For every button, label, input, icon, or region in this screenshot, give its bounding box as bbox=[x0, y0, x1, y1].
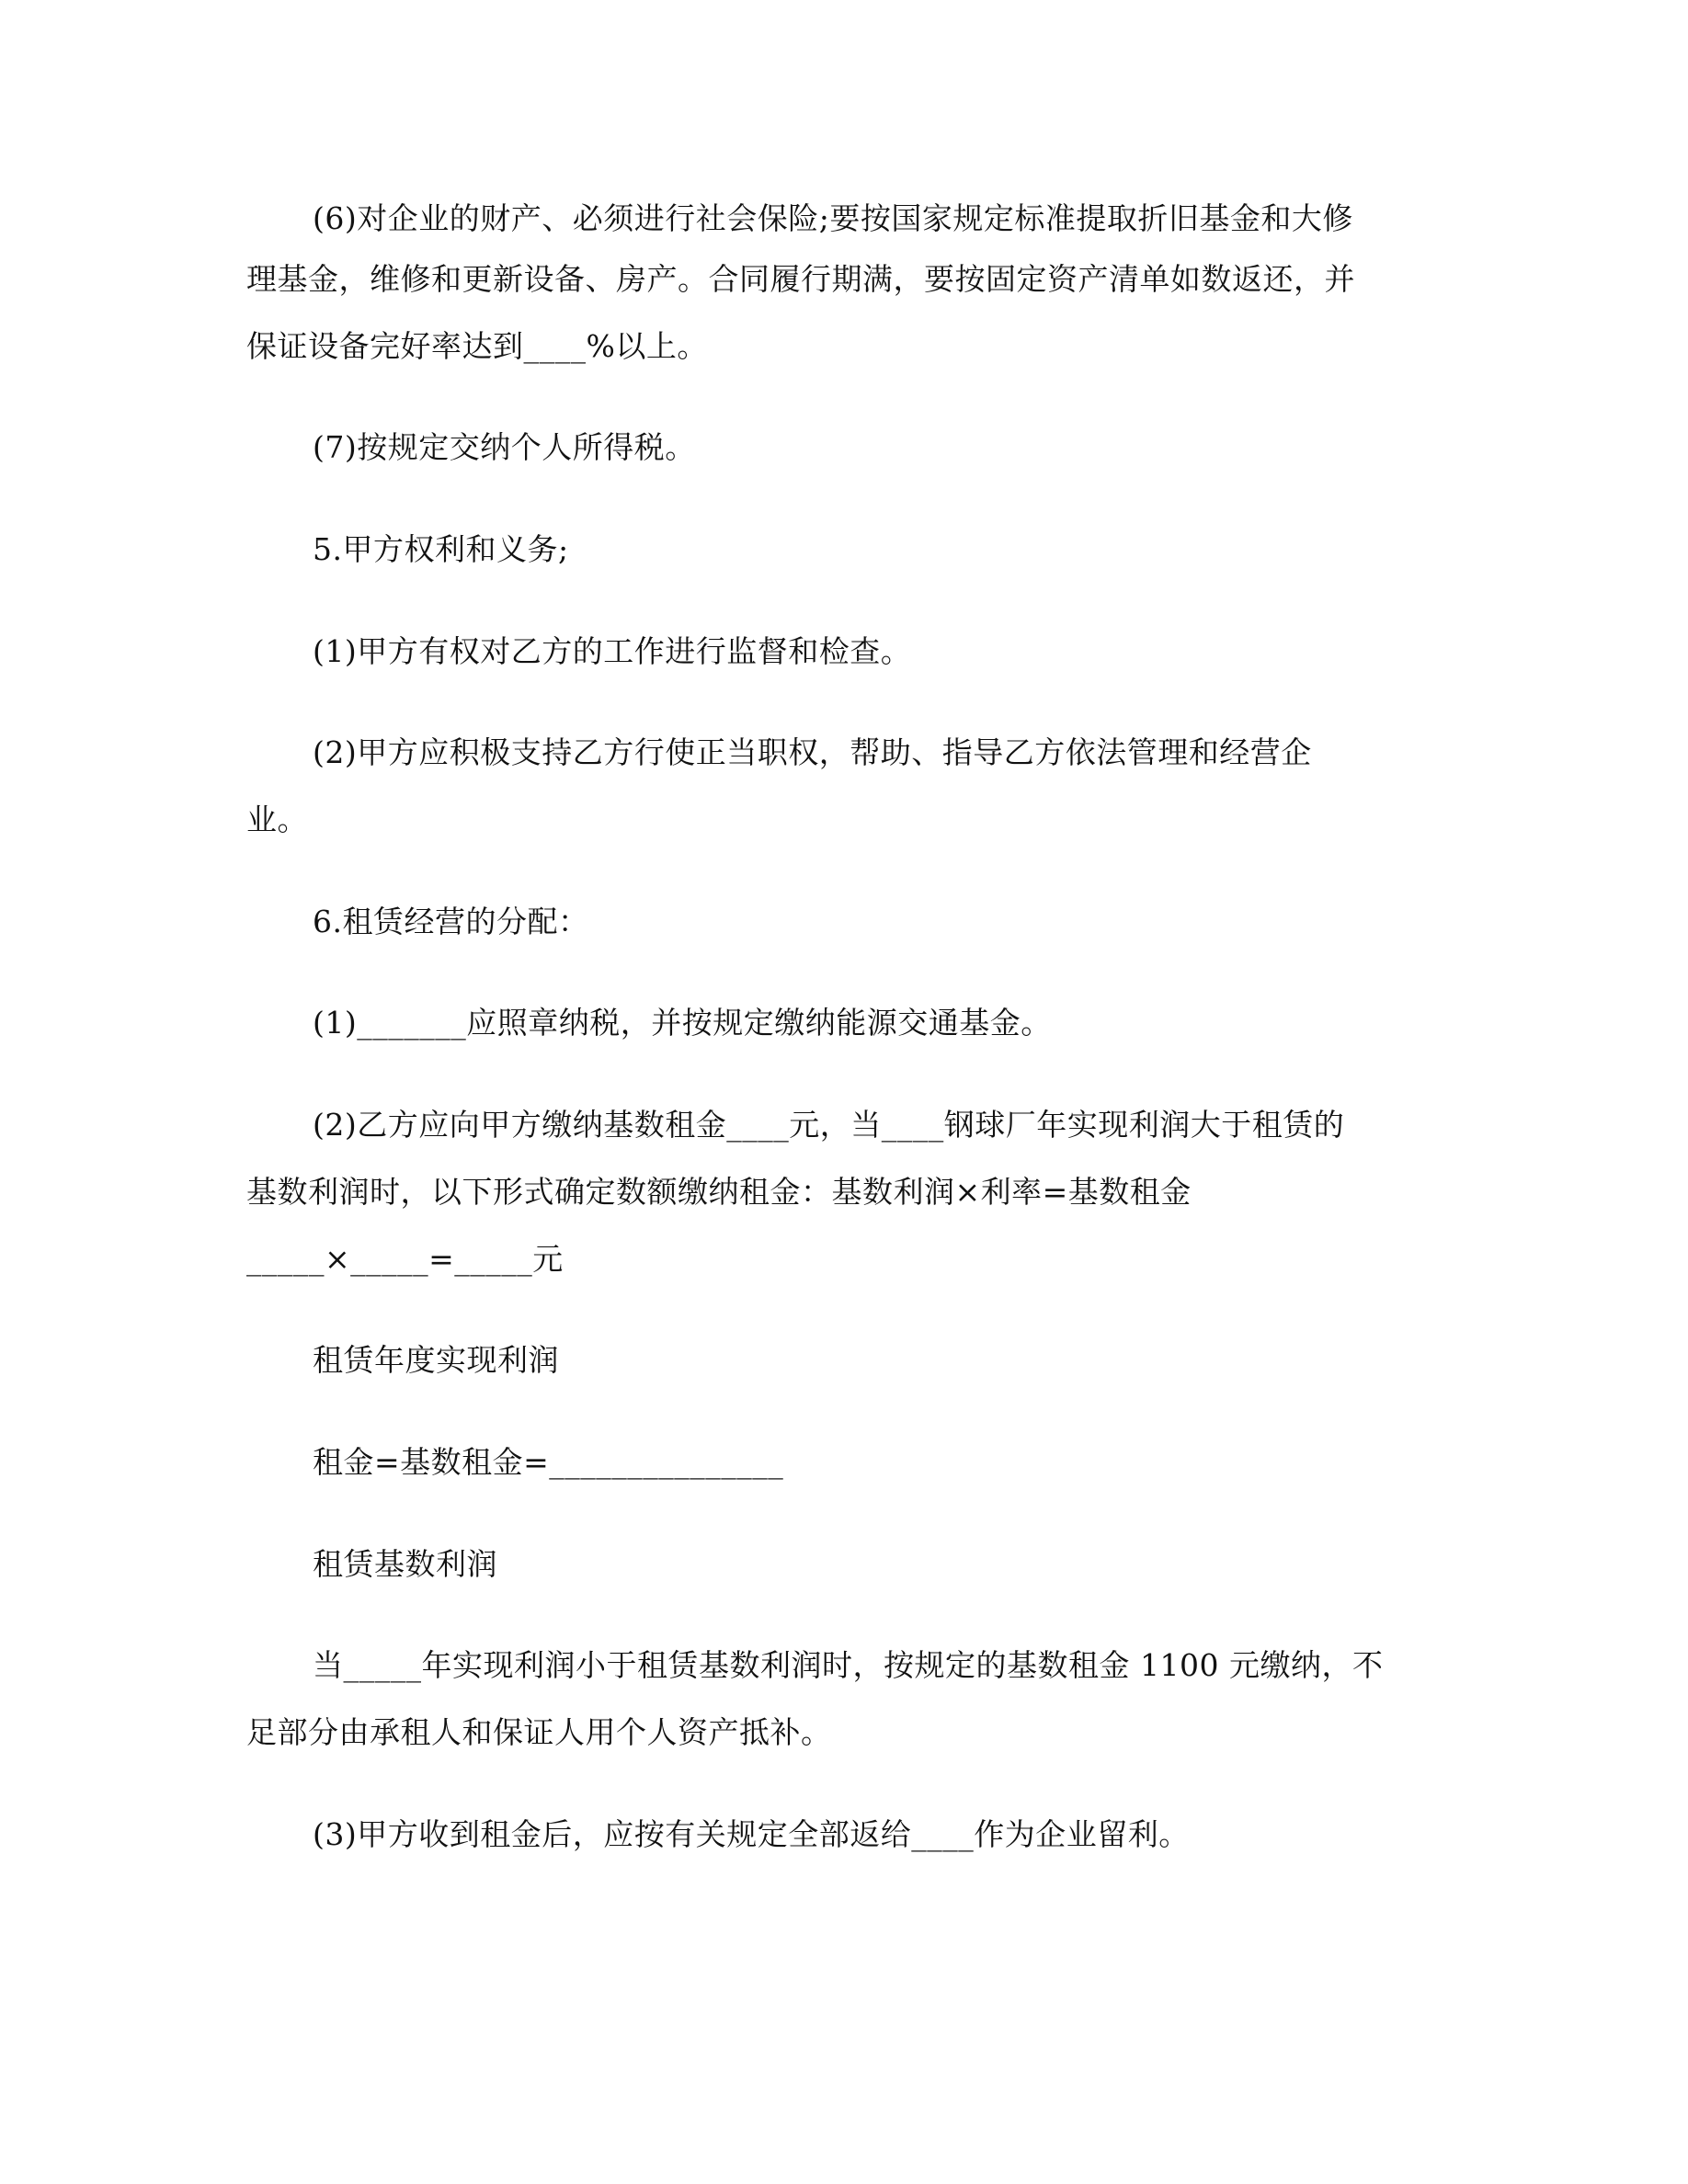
section-6-item-2-line-2: 基数利润时，以下形式确定数额缴纳租金：基数利润×利率=基数租金 bbox=[246, 1174, 1192, 1210]
clause-6-line-2: 理基金，维修和更新设备、房产。合同履行期满，要按固定资产清单如数返还，并 bbox=[246, 261, 1355, 297]
clause-6-line-3: 保证设备完好率达到____%以上。 bbox=[246, 328, 708, 364]
clause-6-line-1: (6)对企业的财产、必须进行社会保险;要按国家规定标准提取折旧基金和大修 bbox=[313, 200, 1353, 236]
section-6-heading: 6.租赁经营的分配： bbox=[313, 904, 589, 939]
base-profit-label: 租赁基数利润 bbox=[313, 1546, 497, 1582]
rent-formula-blanks: _____×_____=_____元 bbox=[246, 1241, 564, 1277]
section-5-item-2-line-1: (2)甲方应积极支持乙方行使正当职权，帮助、指导乙方依法管理和经营企 bbox=[313, 734, 1312, 770]
section-6-item-1: (1)_______应照章纳税，并按规定缴纳能源交通基金。 bbox=[313, 1005, 1052, 1041]
shortfall-clause-line-2: 足部分由承租人和保证人用个人资产抵补。 bbox=[246, 1714, 832, 1750]
rent-formula: 租金=基数租金=_______________ bbox=[313, 1444, 784, 1480]
section-5-heading: 5.甲方权利和义务; bbox=[313, 531, 569, 567]
clause-7: (7)按规定交纳个人所得税。 bbox=[313, 429, 696, 465]
section-6-item-3: (3)甲方收到租金后，应按有关规定全部返给____作为企业留利。 bbox=[313, 1816, 1190, 1852]
section-6-item-2-line-1: (2)乙方应向甲方缴纳基数租金____元，当____钢球厂年实现利润大于租赁的 bbox=[313, 1107, 1345, 1143]
shortfall-clause-line-1: 当_____年实现利润小于租赁基数利润时，按规定的基数租金 1100 元缴纳，不 bbox=[313, 1647, 1384, 1683]
annual-profit-label: 租赁年度实现利润 bbox=[313, 1342, 559, 1378]
section-5-item-1: (1)甲方有权对乙方的工作进行监督和检查。 bbox=[313, 633, 912, 669]
section-5-item-2-line-2: 业。 bbox=[246, 802, 308, 837]
